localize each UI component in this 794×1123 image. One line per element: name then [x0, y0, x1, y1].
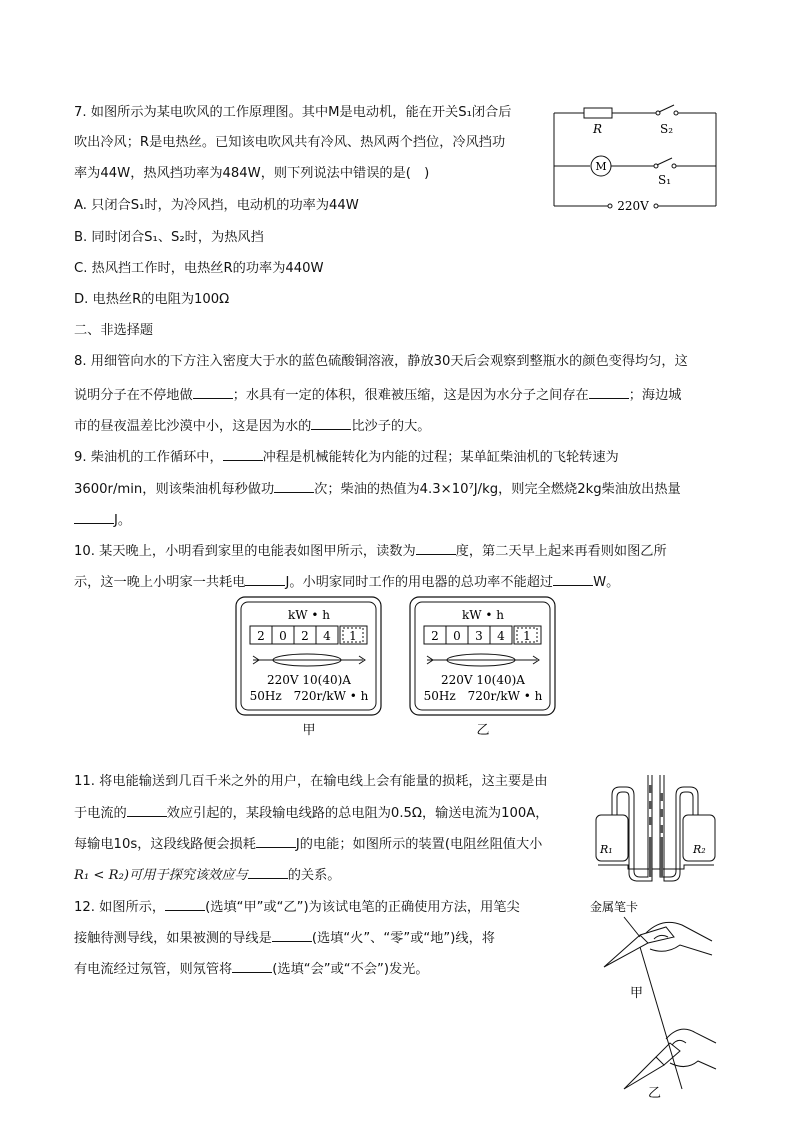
- method-jia-label: 甲: [630, 986, 644, 1001]
- meter-digit: 1: [349, 629, 357, 643]
- q7-option-b: B. 同时闭合S₁、S₂时，为热风挡: [74, 230, 264, 245]
- answer-blank[interactable]: [193, 385, 233, 399]
- q9-text: 9. 柴油机的工作循环中，: [74, 450, 223, 465]
- meter-digit: 1: [523, 629, 531, 643]
- switch-s1-label: S₁: [658, 173, 672, 187]
- meter-unit: kW • h: [461, 608, 505, 622]
- q11-text: 的关系。: [287, 868, 341, 883]
- motor-m-label: M: [595, 160, 607, 173]
- q8-text: 说明分子在不停地做: [74, 388, 193, 403]
- answer-blank[interactable]: [245, 572, 285, 586]
- meter-spec-line2: 50Hz 720r/kW • h: [249, 689, 369, 703]
- q8-text: ；水具有一定的体积，很难被压缩，这是因为水分子之间存在: [232, 388, 589, 403]
- q7-option-d: D. 电热丝R的电阻为100Ω: [74, 292, 230, 307]
- q11-text: 每输电10s，这段线路便会损耗: [74, 837, 256, 852]
- q11-line2: [74, 803, 549, 823]
- meter-digit: 2: [431, 629, 439, 643]
- q9-line1: [74, 447, 619, 467]
- meter-spec-line1: 220V 10(40)A: [267, 673, 351, 687]
- q8-line2: [74, 385, 682, 405]
- q12-text: (选填“甲”或“乙”)为该试电笔的正确使用方法，用笔尖: [205, 900, 520, 915]
- q10-text: W。: [593, 575, 620, 590]
- electric-meter-yi: [409, 596, 557, 738]
- q8-line3: [74, 416, 431, 436]
- answer-blank[interactable]: [589, 385, 629, 399]
- meter-caption: 甲: [302, 723, 316, 738]
- switch-s2-label: S₂: [660, 122, 674, 136]
- q10-text: 度，第二天早上起来再看则如图乙所: [455, 544, 667, 559]
- q12-line3: [74, 959, 429, 979]
- meter-caption: 乙: [476, 723, 490, 738]
- q9-text: 冲程是机械能转化为内能的过程；某单缸柴油机的飞轮转速为: [262, 450, 619, 465]
- meter-digit: 4: [323, 629, 331, 643]
- q11-text: J的电能；如图所示的装置(电阻丝阻值大小: [295, 837, 543, 852]
- q10-text: 示，这一晚上小明家一共耗电: [74, 575, 246, 590]
- meter-digit: 0: [279, 629, 287, 643]
- voltage-label: 220V: [617, 199, 649, 213]
- answer-blank[interactable]: [272, 928, 312, 942]
- meter-digit: 2: [301, 629, 309, 643]
- answer-blank[interactable]: [223, 447, 263, 461]
- meter-digit: 2: [257, 629, 265, 643]
- meter-digit: 0: [453, 629, 461, 643]
- q11-line3: [74, 834, 542, 854]
- q11-text: 效应引起的，某段输电线路的总电阻为0.5Ω，输送电流为100A，: [166, 806, 549, 821]
- answer-blank[interactable]: [274, 479, 314, 493]
- q10-line1: [74, 541, 667, 561]
- q7-option-c: C. 热风挡工作时，电热丝R的功率为440W: [74, 261, 324, 276]
- answer-blank[interactable]: [311, 416, 351, 430]
- meter-unit: kW • h: [287, 608, 331, 622]
- q9-text: J。: [114, 513, 132, 528]
- meter-digit: 3: [475, 629, 483, 643]
- q10-text: 10. 某天晚上，小明看到家里的电能表如图甲所示，读数为: [74, 544, 416, 559]
- meter-digit: 4: [497, 629, 505, 643]
- answer-blank[interactable]: [553, 572, 593, 586]
- electric-meter-jia: [235, 596, 383, 738]
- joule-heating-apparatus: [590, 773, 722, 885]
- resistor-r1-label: R₁: [600, 843, 613, 856]
- q10-text: J。小明家同时工作的用电器的总功率不能超过: [285, 575, 554, 590]
- q7-line2: 吹出冷风；R是电热丝。已知该电吹风共有冷风、热风两个挡位，冷风挡功: [74, 135, 506, 150]
- q8-text: 比沙子的大。: [351, 419, 431, 434]
- answer-blank[interactable]: [416, 541, 456, 555]
- q11-line4: [74, 865, 340, 885]
- hair-dryer-circuit-diagram: [548, 100, 720, 218]
- q11-text: 于电流的: [74, 806, 127, 821]
- metal-clip-label: 金属笔卡: [590, 900, 639, 914]
- q12-text: 有电流经过氖管，则氖管将: [74, 962, 233, 977]
- q12-text: (选填“会”或“不会”)发光。: [272, 962, 429, 977]
- q9-text: 3600r/min，则该柴油机每秒做功: [74, 482, 275, 497]
- q11-line1: 11. 将电能输送到几百千米之外的用户，在输电线上会有能量的损耗，这主要是由: [74, 774, 548, 789]
- answer-blank[interactable]: [256, 834, 296, 848]
- section-heading: 二、非选择题: [74, 323, 154, 338]
- method-yi-label: 乙: [648, 1086, 662, 1101]
- answer-blank[interactable]: [248, 865, 288, 879]
- meter-spec-line1: 220V 10(40)A: [441, 673, 525, 687]
- q7-line1: 7. 如图所示为某电吹风的工作原理图。其中M是电动机，能在开关S₁闭合后: [74, 105, 512, 120]
- q11-text: R₁ < R₂)可用于探究该效应与: [74, 868, 248, 883]
- answer-blank[interactable]: [165, 897, 205, 911]
- q12-text: 12. 如图所示，: [74, 900, 166, 915]
- q8-text: 市的昼夜温差比沙漠中小，这是因为水的: [74, 419, 312, 434]
- q8-text: ；海边城: [628, 388, 682, 403]
- q7-line3: 率为44W，热风挡功率为484W，则下列说法中错误的是( ): [74, 166, 430, 181]
- q12-text: (选填“火”、“零”或“地”)线，将: [311, 931, 495, 946]
- resistor-r2-label: R₂: [693, 843, 706, 856]
- answer-blank[interactable]: [232, 959, 272, 973]
- test-pen-usage-figure: [584, 893, 724, 1103]
- q7-option-a: A. 只闭合S₁时，为冷风挡，电动机的功率为44W: [74, 198, 359, 213]
- meter-spec-line2: 50Hz 720r/kW • h: [423, 689, 543, 703]
- q10-line2: [74, 572, 619, 592]
- q12-text: 接触待测导线，如果被测的导线是: [74, 931, 272, 946]
- resistor-r-label: R: [593, 122, 603, 136]
- q8-line1: 8. 用细管向水的下方注入密度大于水的蓝色硫酸铜溶液，静放30天后会观察到整瓶水的颜色变得均匀，这: [74, 354, 688, 369]
- q9-line3: [74, 510, 131, 530]
- answer-blank[interactable]: [74, 510, 114, 524]
- answer-blank[interactable]: [127, 803, 167, 817]
- q12-line1: [74, 897, 520, 917]
- q9-text: 次；柴油的热值为4.3×10⁷J/kg，则完全燃烧2kg柴油放出热量: [314, 482, 681, 497]
- q9-line2: [74, 479, 681, 499]
- q12-line2: [74, 928, 495, 948]
